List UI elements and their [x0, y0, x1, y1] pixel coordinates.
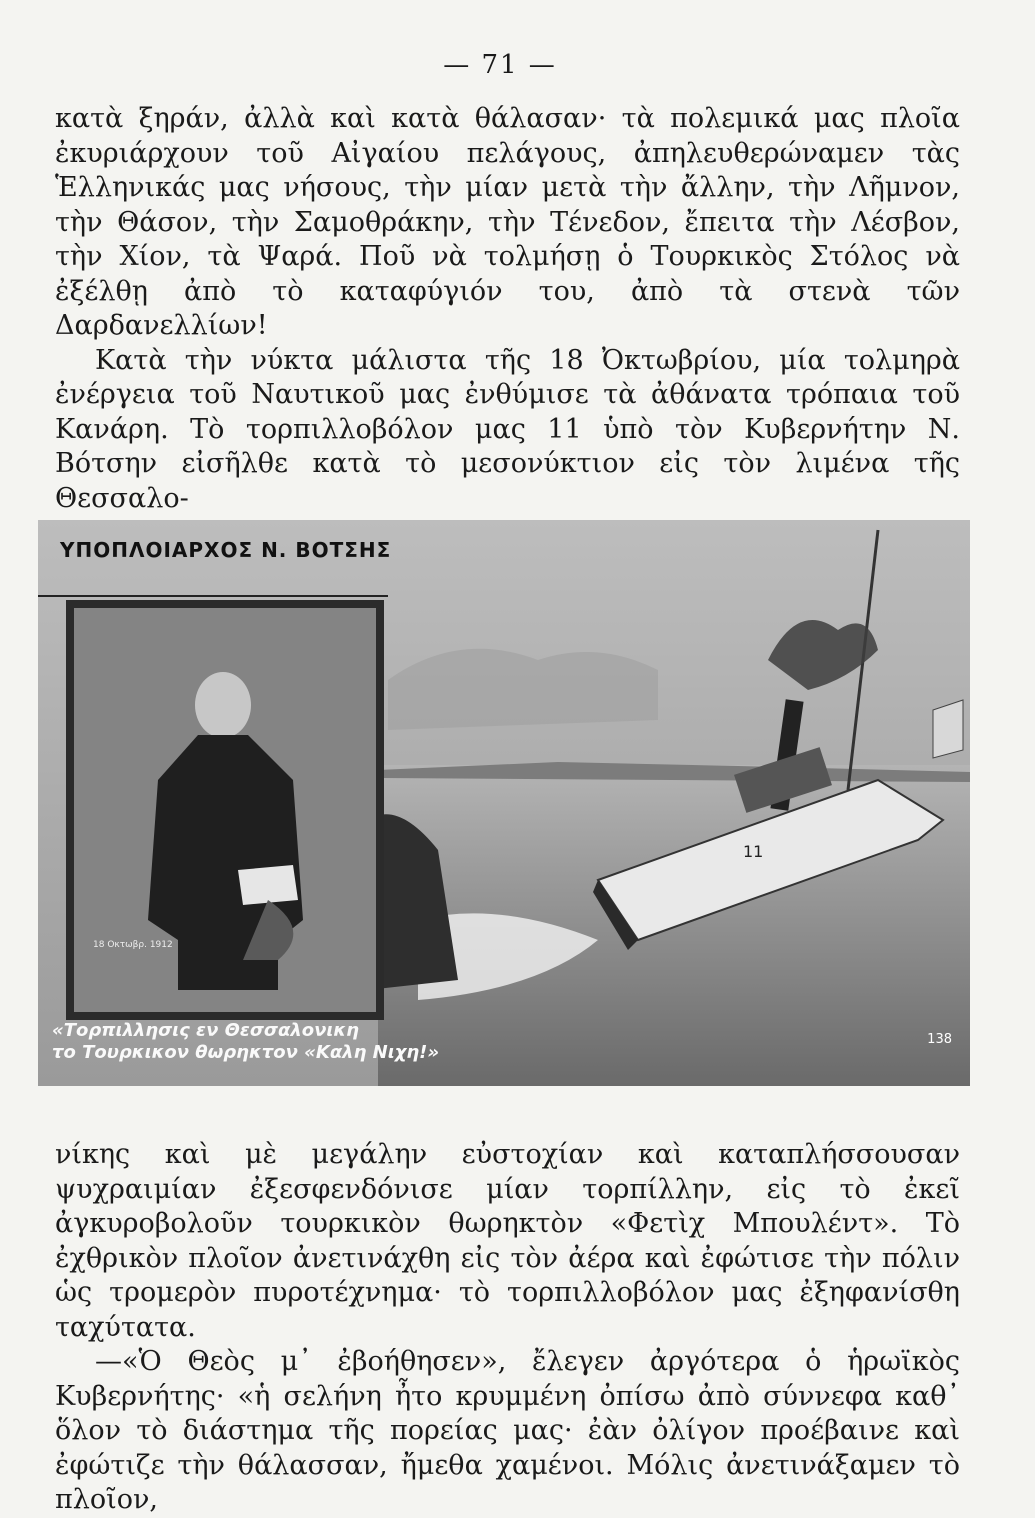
- top-text-block: [55, 102, 960, 516]
- figure-caption: [52, 1020, 439, 1064]
- ship-number: 11: [743, 842, 764, 861]
- paragraph: κατὰ ξηράν, ἀλλὰ καὶ κατὰ θάλασαν· τὰ πολεμικά μας πλοῖα ἐκυριάρχουν τοῦ Αἰγαίου πελάγους, ἀπηλευθερώναμεν τὰς Ἑλληνικάς μας νήσους, τὴν μίαν μετὰ τὴν ἄλλην, τὴν Λῆμνον, τὴν Θάσον, τὴν Σαμοθράκην, τὴν Τένεδον, ἔπειτα τὴν Λέσβον, τὴν Χίον, τὰ Ψαρά. Ποῦ νὰ τολμήσῃ ὁ Τουρκικὸς Στόλος νὰ ἐξέλθῃ ἀπὸ τὸ καταφύγιόν του, ἀπὸ τὰ στενὰ τῶν Δαρδανελλίων!: [55, 103, 960, 341]
- portrait-date: 18 Οκτωβρ. 1912: [93, 940, 173, 950]
- bottom-text-block: [55, 1138, 960, 1518]
- caption-line: το Τουρκικον θωρηκτον «Καλη Νιχη!»: [52, 1042, 440, 1063]
- paragraph: —«Ὁ Θεὸς μ᾽ ἐβοήθησεν», ἔλεγεν ἀργότερα ὁ ἡρωϊκὸς Κυβερνήτης· «ἡ σελήνη ἦτο κρυμμένη ὀπίσω ἀπὸ σύννεφα καθ᾽ ὅλον τὸ διάστημα τῆς πορείας μας· ἐὰν ὀλίγον προέβαινε καὶ ἐφώτιζε τὴν θάλασσαν, ἤμεθα χαμένοι. Μόλις ἀνετινάξαμεν τὸ πλοῖον,: [55, 1346, 960, 1515]
- photo-illustration: [38, 520, 970, 1086]
- caption-line: «Τορπιλλησις εν Θεσσαλονικη: [52, 1020, 359, 1041]
- historical-photo: [38, 520, 970, 1086]
- paragraph: Κατὰ τὴν νύκτα μάλιστα τῆς 18 Ὀκτωβρίου, μία τολμηρὰ ἐνέργεια τοῦ Ναυτικοῦ μας ἐνθύμισε τὰ ἀθάνατα τρόπαια τοῦ Κανάρη. Τὸ τορπιλλοβόλον μας 11 ὑπὸ τὸν Κυβερνήτην Ν. Βότσην εἰσῆλθε κατὰ τὸ μεσονύκτιον εἰς τὸν λιμένα τῆς Θεσσαλο-: [55, 344, 960, 514]
- page-number: — 71 —: [443, 50, 557, 80]
- figure-title: ΥΠΟΠΛΟΙΑΡΧΟΣ Ν. ΒΟΤΣΗΣ: [60, 538, 392, 562]
- paragraph: νίκης καὶ μὲ μεγάλην εὐστοχίαν καὶ καταπλήσσουσαν ψυχραιμίαν ἐξεσφενδόνισε μίαν τορπίλλην, εἰς τὸ ἐκεῖ ἀγκυροβολοῦν τουρκικὸν θωρηκτὸν «Φετὶχ Μπουλέντ». Τὸ ἐχθρικὸν πλοῖον ἀνετινάχθη εἰς τὸν ἀέρα καὶ ἐφώτισε τὴν πόλιν ὡς τρομερὸν πυροτέχνημα· τὸ τορπιλλοβόλον μας ἐξηφανίσθη ταχύτατα.: [55, 1139, 960, 1343]
- card-number: 138: [927, 1032, 952, 1047]
